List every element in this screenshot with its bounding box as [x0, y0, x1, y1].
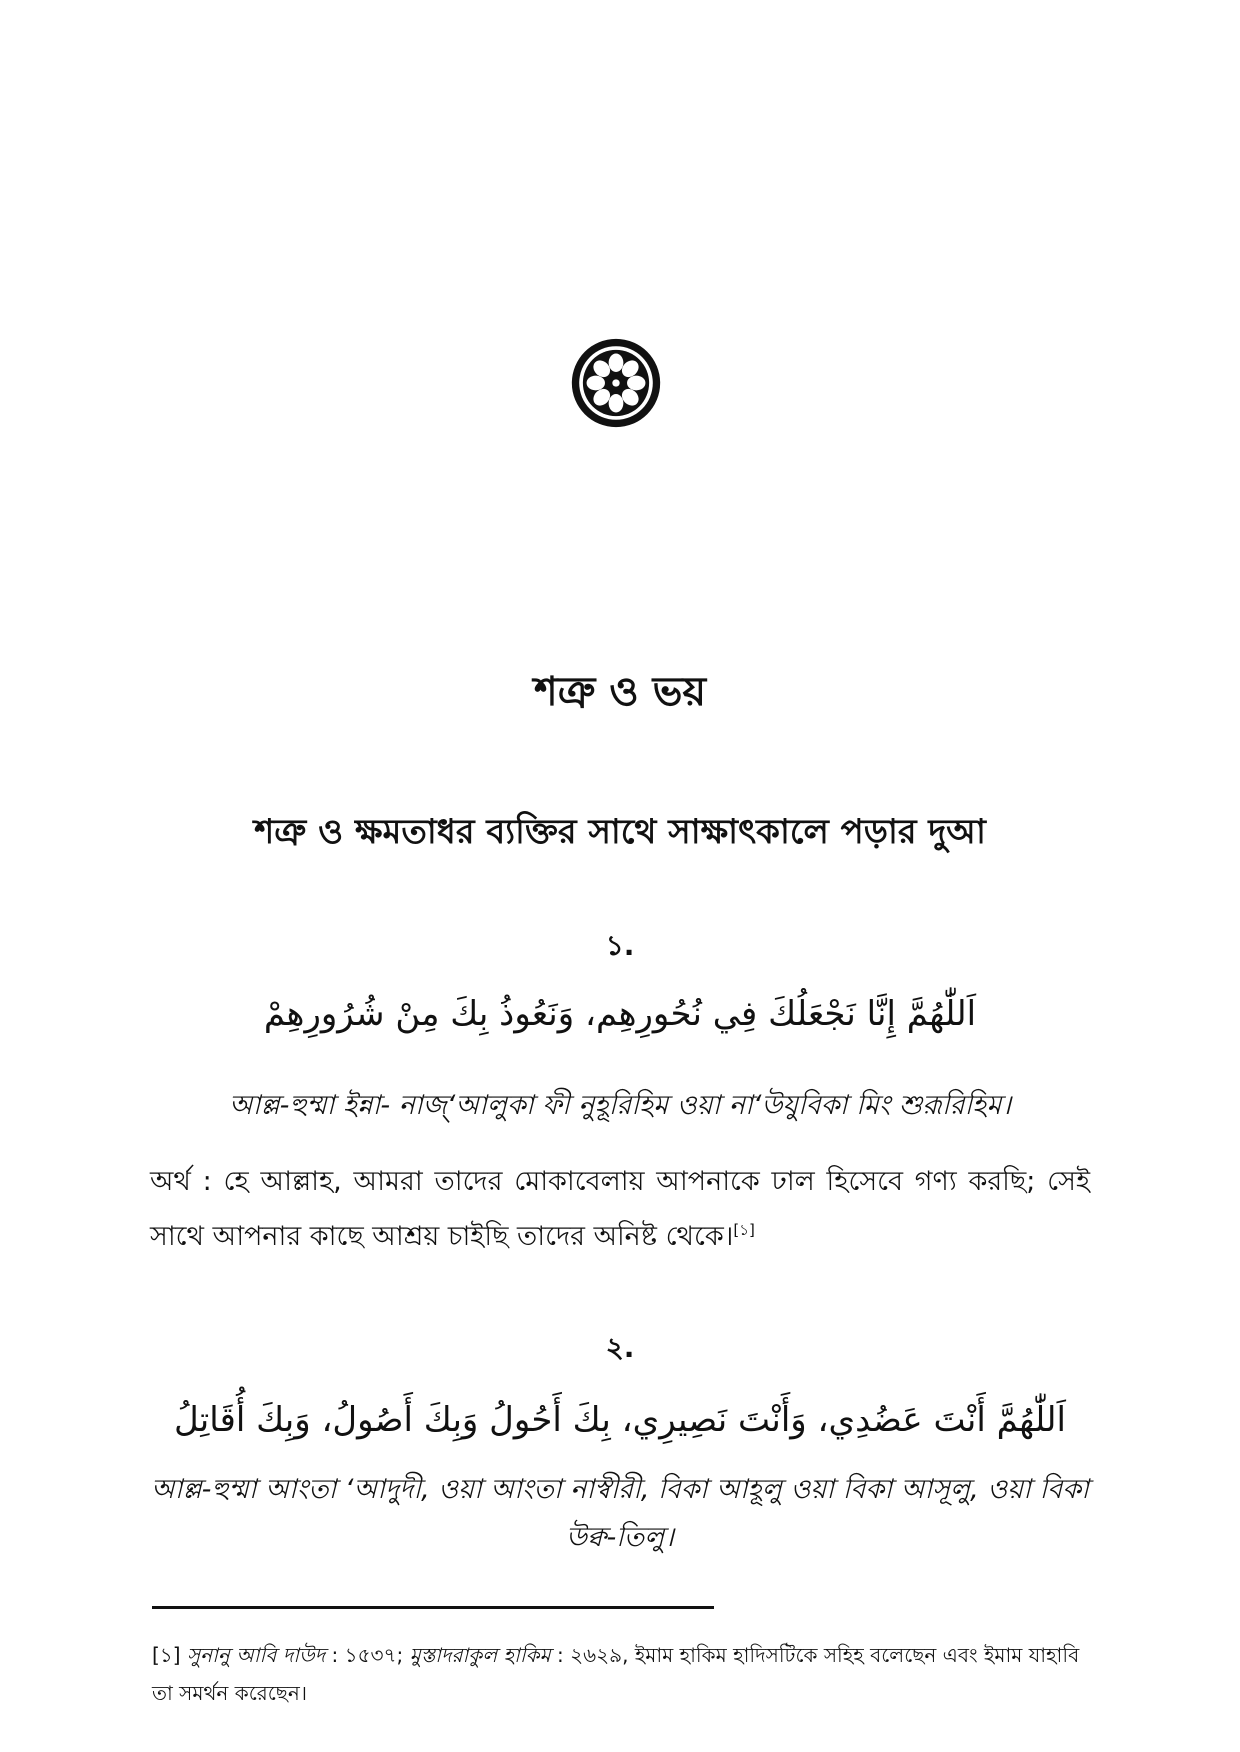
footnote-source-1: সুনানু আবি দাউদ	[186, 1643, 326, 1667]
dua-2-transliteration: আল্ল-হুম্মা আংতা ‘আদুদী, ওয়া আংতা নাস্বীরী, বিকা আহূলু ওয়া বিকা আসূলু, ওয়া বিকা উক্ব-তিলু।	[150, 1474, 1090, 1553]
footnote	[152, 1636, 1088, 1712]
dua-number-1: ১.	[605, 929, 635, 962]
dua-1-arabic: اَللّٰهُمَّ إِنَّا نَجْعَلُكَ فِي نُحُورِهِم، وَنَعُوذُ بِكَ مِنْ شُرُورِهِمْ	[263, 994, 977, 1034]
dua-1-meaning	[150, 1158, 1090, 1261]
footnote-source-2: মুস্তাদরাকুল হাকিম	[409, 1643, 551, 1667]
dua-1-transliteration: আল্ল-হুম্মা ইন্না- নাজ্‘আলুকা ফী নুহূরিহিম ওয়া না‘উযুবিকা মিং শুরূরিহিম।	[228, 1090, 1012, 1121]
footnote-ref-2: : ২৬২৯, ইমাম হাকিম হাদিসটিকে সহিহ বলেছেন এবং ইমাম যাহাবি তা সমর্থন করেছেন।	[152, 1643, 1080, 1705]
meaning-label: অর্থ :	[150, 1166, 212, 1197]
footnote-divider	[152, 1606, 714, 1609]
section-heading: শত্রু ও ক্ষমতাধর ব্যক্তির সাথে সাক্ষাৎকালে পড়ার দুআ	[254, 812, 986, 852]
footnote-marker: [১]	[152, 1643, 181, 1667]
dua-2-arabic: اَللّٰهُمَّ أَنْتَ عَضُدِي، وَأَنْتَ نَصِيرِي، بِكَ أَحُولُ وَبِكَ أَصُولُ، وَبِكَ أُقَاتِلُ	[174, 1400, 1066, 1440]
chapter-title: শত্রু ও ভয়	[533, 669, 707, 715]
meaning-text: হে আল্লাহ, আমরা তাদের মোকাবেলায় আপনাকে ঢাল হিসেবে গণ্য করছি; সেই সাথে আপনার কাছে আশ্রয় চাইছি তাদের অনিষ্ট থেকে।	[150, 1166, 1090, 1252]
dua-number-2: ২.	[605, 1331, 635, 1364]
footnote-ref[interactable]: [১]	[733, 1221, 755, 1239]
flower-wheel-icon	[570, 337, 662, 429]
footnote-ref-1: : ১৫৩৭;	[331, 1643, 404, 1667]
